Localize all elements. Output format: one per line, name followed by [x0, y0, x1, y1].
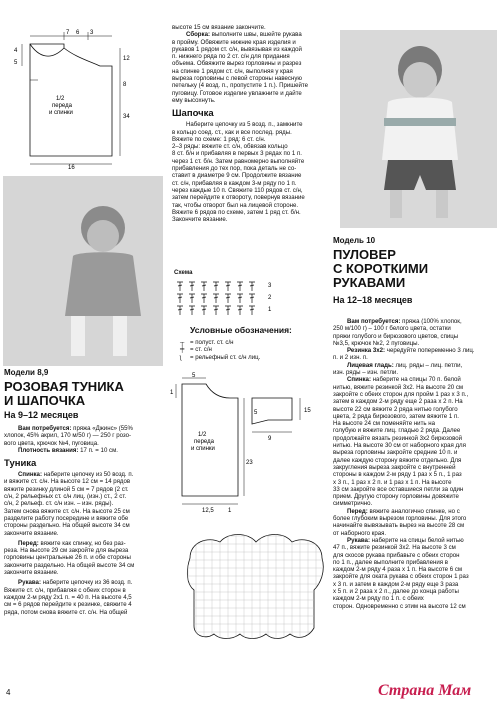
- crochet-scheme: [172, 278, 282, 320]
- model89-title-line1: РОЗОВАЯ ТУНИКА: [4, 379, 124, 394]
- stitch-symbol: [201, 282, 207, 291]
- model89-text: Вам потребуется: пряжа «Джинс» (55% хлопок, 45% акрил, 170 м/50 г) — 250 г розо- вого цвета, крючок №4, пуговица. Плотность вязания: 17 п. = 10 см. Туника Спинка: наберите цепочку из 50 возд. п. и вяжите ст. с/н. На высоте 12 см = 14 рядов вяжите резинку длиной 5 см = 7 рядов (2 ст. с/н, 2 рельефных ст. с/н лиц. (изн.) ст., 2 ст. с/н, 2 рельеф. ст. с/н изн. – изн. ряды). Затем снова вяжите ст. с/н. На высоте 25 см разделите работу посередине и вяжите обе стороны раздельно. На общей высоте 34 см закончите вязание. Перед: вяжите как спинку, но без раз- реза. На высоте 29 см закройте для выреза горловины центральные 26 п. и обе стороны закончите раздельно. На общей высоте 34 см закончите вязание. Рукава: наберите цепочку из 36 возд. п. Вяжите ст. с/н, прибавляя с обеих сторон в каждом 2-м ряду 2x1 п. = 40 п. На высоте 4,5 см = 6 рядов перейдите к резинке, свяжите 4 ряда, потом снова вяжите ст. с/н. На общей: [4, 425, 164, 616]
- rib-label: Резинка 3х2:: [347, 347, 386, 355]
- stitch-symbol: [225, 306, 231, 315]
- diagram2-label: 5: [254, 410, 258, 416]
- stitch-symbol: [249, 306, 255, 315]
- stitch-symbol: [189, 306, 195, 315]
- legend-title: Условные обозначения:: [190, 325, 292, 335]
- relief-dc-symbol-icon: ʅ: [180, 353, 182, 361]
- diagram1-label: 4: [14, 48, 18, 54]
- collar-grid-diagram: [180, 528, 330, 643]
- stitch-symbol: [201, 294, 207, 303]
- sleeve-label: Рукава:: [347, 536, 370, 544]
- pullover-pattern-diagram: [168, 372, 333, 517]
- model89-age: На 9–12 месяцев: [4, 410, 79, 420]
- stitch-symbol: [213, 294, 219, 303]
- legend-item: ┬ = полуст. ст. с/н: [180, 339, 234, 346]
- model10-title-line2: С КОРОТКИМИ: [333, 261, 429, 276]
- diagram2-label: 1: [228, 508, 232, 514]
- diagram1-label: и спинки: [49, 110, 73, 116]
- diagram1-label: переда: [52, 103, 72, 109]
- half-dc-symbol-icon: ┬: [180, 339, 185, 346]
- legend-item: ʅ = рельефный ст. с/н лиц.: [180, 353, 261, 361]
- sleeve-label: Рукава:: [18, 579, 41, 587]
- diagram2-label: 1/2: [198, 432, 207, 438]
- diagram1-label: 6: [76, 30, 80, 36]
- site-watermark: Страна Мам: [378, 682, 472, 699]
- model89-label: Модели 8,9: [4, 368, 49, 377]
- diagram2-label: 12,5: [202, 508, 214, 514]
- diagram2-label: 23: [246, 460, 253, 466]
- diagram2-label: и спинки: [191, 446, 215, 452]
- diagram1-label: 3: [90, 30, 94, 36]
- model10-title-line3: РУКАВАМИ: [333, 275, 406, 290]
- stitch-symbol: [237, 282, 243, 291]
- stitch-symbol: [189, 294, 195, 303]
- legend-item: ╪ = ст. с/н: [180, 346, 212, 354]
- diagram1-label: 1/2: [56, 96, 65, 102]
- hat-title: Шапочка: [172, 108, 214, 120]
- stitch-symbol: [237, 306, 243, 315]
- diagram1-label: 7: [66, 30, 70, 36]
- scheme-label: Схема: [174, 270, 193, 276]
- tunic-pattern-diagram: [4, 26, 154, 170]
- scheme-row-number: 2: [268, 295, 272, 301]
- tunic-title: Туника: [4, 458, 37, 470]
- stitch-symbol: [177, 282, 183, 291]
- diagram1-label: 5: [14, 60, 18, 66]
- back-label: Спинка:: [18, 471, 42, 479]
- stitch-symbol: [189, 282, 195, 291]
- stitch-symbol: [249, 282, 255, 291]
- toddler-pullover-photo: [340, 30, 497, 228]
- diagram1-label: 12: [123, 56, 130, 62]
- diagram2-label: переда: [194, 439, 214, 445]
- model10-label: Модель 10: [333, 236, 376, 245]
- scheme-row-number: 3: [268, 283, 272, 289]
- front-label: Перед:: [18, 539, 39, 547]
- diagram1-label: 8: [123, 82, 127, 88]
- stitch-symbol: [177, 306, 183, 315]
- scheme-row-number: 1: [268, 307, 272, 313]
- stitch-symbol: [249, 294, 255, 303]
- baby-tunic-photo: [3, 176, 163, 366]
- stitch-symbol: [237, 294, 243, 303]
- front-label: Перед:: [347, 507, 368, 515]
- stitch-symbol: [213, 306, 219, 315]
- diagram2-label: 1: [170, 390, 174, 396]
- stitch-symbol: [225, 294, 231, 303]
- page-number: 4: [6, 688, 11, 697]
- stitch-symbol: [225, 282, 231, 291]
- materials-label: Вам потребуется:: [347, 318, 401, 325]
- diagram1-label: 16: [68, 165, 75, 170]
- dc-symbol-icon: ╪: [180, 346, 185, 354]
- model10-age: На 12–18 месяцев: [333, 295, 413, 305]
- col2-text: высоте 15 см вязание закончите. Сборка: выполните швы, вшейте рукава в пройму. Обвяжите нижние края изделия и рукавов 1 рядом ст. с/н, вывязывая из каждой п. нижнего ряда по 2 ст. с/н для придания объема. Обвяжите вырез горловины и разрез на спинке 1 рядом ст. с/н, выполняя у края выреза горловины с левой стороны навесную петельку (4 возд. п., пропустите 1 п.). Пришейте пуговицу. Готовое изделие увлажните и дайте ему высохнуть. Шапочка Наберите цепочку из 5 возд. п., замкните в кольцо соед. ст., как и все послед. ряды. Вяжите по схеме: 1 ряд: 6 ст. с/н. 2–3 ряды: вяжите ст. с/н, обвязав кольцо 8 ст. б/н и прибавляя в первых 3 рядах по 1 п. через 1 ст. б/н. Затем равномерно выполняйте прибавления до тех пор, пока деталь не со- ставит в диаметре 9 см. Продолжите вязание ст. с/н, прибавляя в каждом 3-м ряду по 1 п. через каждые 10 п. Свяжите 110 рядов ст. с/н, затем перейдите к отвороту, повернув вязание так, чтобы отворот был на лицевой стороне. Вяжите 6 рядов по схеме, затем 1 ряд ст. б/н. Закончите вязание.: [172, 24, 334, 223]
- legend-list: [180, 339, 330, 361]
- materials-label: Вам потребуется:: [18, 425, 72, 432]
- assembly-label: Сборка:: [186, 31, 210, 39]
- diagram2-label: 5: [192, 373, 196, 379]
- model10-title-line1: ПУЛОВЕР: [333, 247, 396, 262]
- diagram2-label: 9: [268, 436, 272, 442]
- diagram1-label: 34: [123, 114, 130, 120]
- stitch-symbol: [177, 294, 183, 303]
- stitch-symbol: [201, 306, 207, 315]
- diagram2-label: 15: [304, 408, 311, 414]
- back-label: Спинка:: [347, 376, 371, 384]
- stockinette-label: Лицевая гладь:: [347, 361, 394, 369]
- model10-text: Вам потребуется: пряжа (100% хлопок, 250 м/100 г) – 100 г белого цвета, остатки пряжи голубого и бирюзового цветов, спицы №3,5, крючок №2, 2 пуговицы. Резинка 3х2: чередуйте попеременно 3 лиц. п. и 2 изн. п. Лицевая гладь: лиц. ряды – лиц. петли, изн. ряды – изн. петли. Спинка: наберите на спицы 70 п. белой нитью, вяжите резинкой 3х2. На высоте 20 см закройте с обеих сторон для пройм 1 раз х 3 п., затем в каждом 2-м ряду еще 2 раза х 2 п. На высоте 22 см вяжите 2 ряда нитью голубого цвета, 2 ряда бирюзового, затем вяжите 1 п. На высоте 24 см поменяйте нить на голубую и вяжите лиц. гладью 2 ряда. Далее продолжайте вязать резинкой 3х2 бирюзовой нитью. На высоте 30 см от наборного края для выреза горловины закройте средние 10 п. и далее каждую сторону вяжите отдельно. Для закругления выреза закройте с внутренней стороны в каждом 2-м ряду 1 раз х 5 п., 1 раз х 3 п., 1 раз х 2 п. и 1 раз х 1 п. На высоте 33 см закройте все оставшиеся петли за один прием. Другую сторону горловины довяжите симметрично. Перед: вяжите аналогично спинке, но с более глубоким вырезом горловины. Для этого начинайте вывязывать вырез на высоте 28 см от наборного края. Рукава: наберите на спицы белой нитью 47 п., вяжите резинкой 3х2. На высоте 3 см для скосов рукава прибавьте с обеих сторон по 1 п., далее выполните прибавления в каждом 2-м ряду 4 раза х 1 п. На высоте 6 см закройте для оката рукава с обеих сторон 1 раз х 3 п. и затем в каждом 2-м ряду еще 3 раза х 5 п. и 2 раза х 2 п., далее до конца работы каждом 2-м ряду по 1 п. с обеих сторон. Одновременно с этим на высоте 12 см: [333, 318, 475, 610]
- model89-title-line2: И ШАПОЧКА: [4, 393, 86, 408]
- stitch-symbol: [213, 282, 219, 291]
- density-label: Плотность вязания:: [18, 446, 79, 454]
